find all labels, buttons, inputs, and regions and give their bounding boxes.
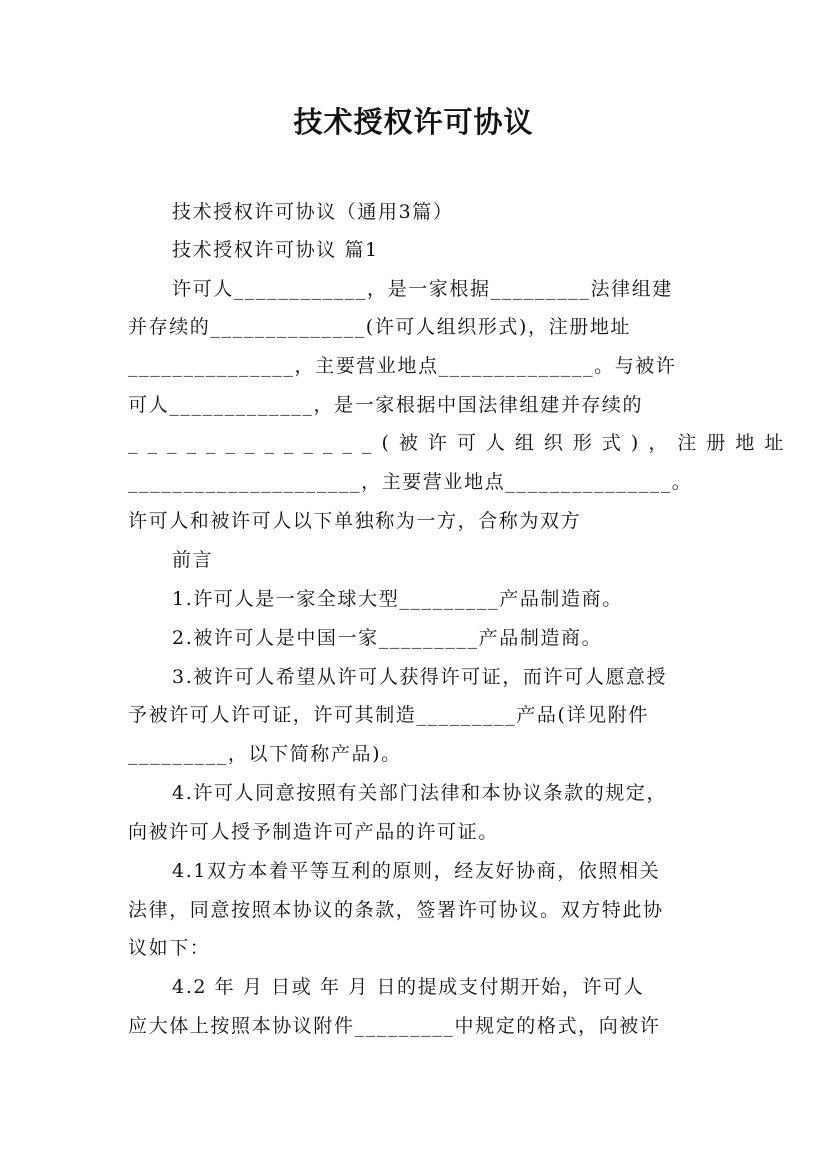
- list-item: 4.2 年 月 日或 年 月 日的提成支付期开始，许可人: [172, 976, 645, 998]
- list-item: 2.被许可人是中国一家_________产品制造商。: [172, 627, 603, 649]
- paragraph-line: 应大体上按照本协议附件_________中规定的格式，向被许: [128, 1015, 661, 1037]
- paragraph-line: 法律，同意按照本协议的条款，签署许可协议。双方特此协: [128, 899, 664, 921]
- section-heading: 技术授权许可协议 篇1: [172, 239, 379, 261]
- doc-subtitle: 技术授权许可协议（通用3篇）: [172, 201, 454, 223]
- list-item: 4.1双方本着平等互利的原则，经友好协商，依照相关: [172, 860, 661, 882]
- paragraph-line: _____________(被许可人组织形式)，注册地址: [128, 432, 794, 454]
- paragraph-line: 并存续的______________(许可人组织形式)，注册地址: [128, 316, 632, 338]
- paragraph-line: 许可人____________，是一家根据_________法律组建: [172, 278, 673, 300]
- list-item: 4.许可人同意按照有关部门法律和本协议条款的规定，: [172, 782, 668, 804]
- document-title: 技术授权许可协议: [293, 105, 534, 139]
- paragraph-line: 议如下：: [128, 937, 211, 959]
- list-item: 3.被许可人希望从许可人获得许可证，而许可人愿意授: [172, 666, 668, 688]
- paragraph-line: 许可人和被许可人以下单独称为一方，合称为双方: [128, 510, 582, 532]
- paragraph-line: _____________________，主要营业地点_______________。: [128, 471, 693, 493]
- section-heading: 前言: [172, 549, 214, 571]
- list-item: 1.许可人是一家全球大型_________产品制造商。: [172, 588, 623, 610]
- paragraph-line: _________，以下简称产品)。: [128, 743, 402, 765]
- paragraph-line: 予被许可人许可证，许可其制造_________产品(详见附件: [128, 704, 649, 726]
- paragraph-line: 可人_____________，是一家根据中国法律组建并存续的: [128, 394, 644, 416]
- paragraph-line: 向被许可人授予制造许可产品的许可证。: [128, 821, 499, 843]
- paragraph-line: _______________，主要营业地点______________。与被许: [128, 355, 677, 377]
